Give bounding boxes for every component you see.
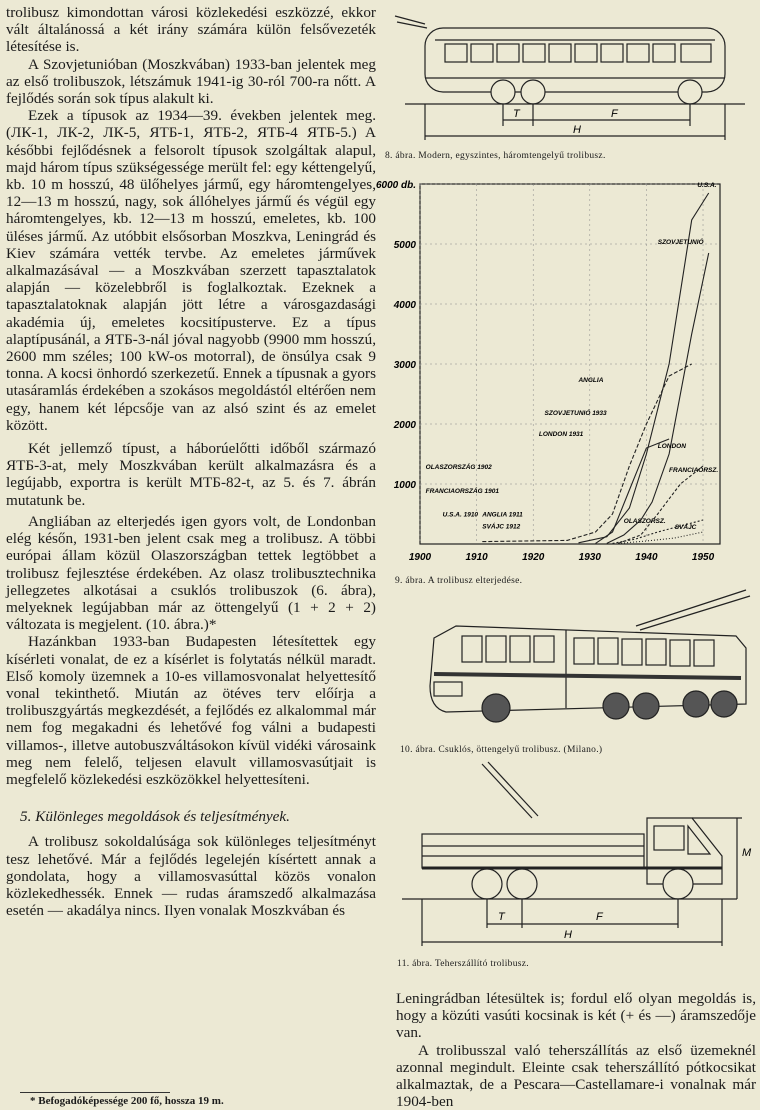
fig11-drawing (392, 760, 756, 956)
fig8-windows (445, 44, 711, 62)
fig10-wheel-2 (603, 693, 629, 719)
chart-x-tick-label: 1910 (465, 552, 488, 563)
fig10-pole-1 (636, 590, 746, 626)
right-paragraph-2: A trolibusszal való teherszállítás az első üzemeknél azonnal megindult. Eleinte csak teherszállító pótkocsikat alkalmaztak, de a Pescara—Castellamare-i vonalnak már 1904-ben (396, 1041, 756, 1110)
paragraph-6: Hazánkban 1933-ban Budapesten létesítettek egy kísérleti vonalat, de ez a kísérlet is folytatás nélkül maradt. Első komoly üzemnek a 10-es villamosvonalat helyettesítő vonal tekinthető. Miután az ötéves terv előírja a trolibuszgyártás megkezdését, a fejlődés ez alkalommal már nem fog megakadni és lehetővé fog válni a budapesti villamos-, illetve autobuszváltásokon kívül vidéki városaink meg nem felelő, teljesen elavult villamosvasútjait is megfelelő közlekedési eszközökkel helyettesíteni. (6, 633, 376, 788)
fig8-label-t: T (513, 108, 520, 120)
chart-y-tick-label: 6000 db. (375, 180, 416, 191)
paragraph-4: Két jellemző típust, a háborúelőtti időből származó ЯТБ-3-at, mely Moszkvában került alkalmazásra és a legújabb, exportra is került МТБ-82-t, az 5. és 7. ábrán mutatunk be. (6, 440, 376, 509)
chart-annotation: OLASZORSZÁG 1902 (425, 464, 492, 471)
right-column (396, 990, 756, 1110)
chart-x-tick-label: 1920 (522, 552, 545, 563)
chart-annotation: ANGLIA 1911 (482, 511, 523, 519)
right-paragraph-1: Leningrádban létesültek is; fordul elő olyan megoldás is, hogy a közúti vasúti kocsinak is két (+ és —) áramszedője van. (396, 990, 756, 1042)
chart-series-line (618, 532, 703, 543)
fig11-wheel-1 (472, 869, 502, 899)
chart-annotation: LONDON (657, 443, 686, 450)
chart-annotation: U.S.A. (697, 182, 717, 189)
fig9-chart (375, 172, 756, 582)
footnote-rule (20, 1092, 170, 1093)
chart-series-line (607, 253, 709, 543)
chart-annotation: LONDON 1931 (538, 431, 584, 438)
paragraph-5: Angliában az elterjedés igen gyors volt, de Londonban elég későn, 1931-ben jelent csak meg a trolibusz. A többi európai állam közül Olaszországban tettek legtöbbet a trolibusz fejlesztése érdekében. Az olasz trolibusztechnika jellegzetes alkotásai a csuklós trolibuszok (6. ábra), melyeknek legújabban már az öttengelyű (1 + 2 + 2) változata is megjelent. (10. ábra.)* (6, 512, 376, 634)
chart-annotation: OLASZORSZ. (623, 518, 666, 525)
fig8-label-h: H (573, 124, 581, 136)
fig11-label-f: F (596, 911, 603, 923)
fig11-pole-1 (482, 764, 532, 818)
footnote: * Befogadóképessége 200 fő, hossza 19 m. (30, 1095, 224, 1107)
chart-x-tick-label: 1900 (408, 552, 432, 563)
fig8-label-f: F (611, 108, 618, 120)
paragraph-1: trolibusz kimondottan városi közlekedési eszközzé, ekkor vált általánossá a két irány számára külön felsővezeték létesítése is. (6, 4, 376, 56)
chart-y-tick-label: 3000 (393, 360, 416, 371)
section-paragraph: A trolibusz sokoldalúsága sok különleges teljesítményt tesz lehetővé. Már a fejlődés legelején kísértett annak a gondolata, hogy a villamosvasúttal közös vonalon közlekedhessék. Ennek — rudas áramszedő alkalmazása esetén — akadálya nincs. Ilyen vonalak Moszkvában és (6, 833, 376, 920)
chart-annotation: SZOVJETUNIÓ (657, 239, 704, 246)
chart-y-tick-label: 5000 (393, 240, 416, 251)
chart-annotation: SVÁJC 1912 (482, 523, 521, 531)
fig10-caption: 10. ábra. Csuklós, öttengelyű trolibusz. (Milano.) (400, 745, 603, 755)
chart-annotation: FRANCIAORSZ. (669, 467, 719, 474)
fig8-drawing (385, 8, 757, 148)
section-title: 5. Különleges megoldások és teljesítmények. (20, 808, 290, 826)
left-column (6, 4, 376, 919)
fig10-wheel-3 (633, 693, 659, 719)
fig8-wheel-2 (521, 80, 545, 104)
fig11-label-h: H (564, 929, 572, 941)
fig9-caption: 9. ábra. A trolibusz elterjedése. (395, 576, 523, 586)
fig11-caption: 11. ábra. Teherszállító trolibusz. (397, 959, 529, 969)
fig8-wheel-3 (678, 80, 702, 104)
chart-annotation: SZOVJETUNIÓ 1933 (544, 410, 607, 417)
chart-annotation: ANGLIA (578, 377, 604, 384)
chart-x-tick-label: 1940 (635, 552, 658, 563)
fig10-wheel-4 (683, 691, 709, 717)
fig11-pole-2 (488, 762, 538, 816)
paragraph-2: A Szovjetunióban (Moszkvában) 1933-ban jelentek meg az első trolibuszok, létszámuk 1941-ig 30-ról 700-ra nőtt. A fejlődés során sok típus alakult ki. (6, 55, 376, 108)
fig11-label-t: T (498, 911, 505, 923)
chart-annotation: FRANCIAORSZÁG 1901 (425, 488, 499, 495)
chart-x-tick-label: 1930 (578, 552, 601, 563)
chart-x-tick-label: 1950 (691, 552, 715, 563)
chart-y-tick-label: 1000 (393, 480, 416, 491)
fig11-wheel-3 (663, 869, 693, 899)
fig10-wheel-1 (482, 694, 510, 722)
fig10-drawing (416, 586, 756, 734)
fig11-wheel-2 (507, 869, 537, 899)
fig10-pole-2 (640, 596, 750, 630)
chart-annotation: U.S.A. 1910 (442, 511, 479, 519)
fig8-wheel-1 (491, 80, 515, 104)
chart-annotation: SVÁJC (674, 524, 697, 531)
chart-y-tick-label: 2000 (393, 420, 416, 431)
fig11-cargo-bed (422, 834, 644, 868)
fig10-wheel-5 (711, 691, 737, 717)
paragraph-3: Ezek a típusok az 1934—39. években jelentek meg. (ЛК-1, ЛК-2, ЛК-5, ЯТБ-1, ЯТБ-2, ЯТБ-4 ЯТБ-5.) A későbbi fejlődésnek a felsorolt típusok szolgáltak alapul, majd három típus szükségessége merült fel: egy kéttengelyű, kb. 10 m hosszú, 48 ülőhelyes jármű, egy háromtengelyes, 12—13 m hosszú, nagy, sok állóhelyes jármű és végül egy háromtengelyes, kb. 12—13 m hosszú, emeletes, kb. 100 üléses jármű. Az utóbbit elsősorban Moszkva, Leningrád és Kiev számára vették tervbe. Az emeletes járművek alkalmazásával — a Moszkvában szerzett tapasztalatok alapján — közelebbről is foglalkoztak. Ezeknek a tapasztalatoknak alapján jött létre a városgazdasági akadémia új, emeletes kocsitípusterve. Ez a típus alaptípusánál, a ЯТБ-3-nál jóval nagyobb (9900 mm hosszú, 2600 mm széles; 100 kW-os motorral), de önsúlya csak 9 tonna. A kocsi önhordó szerkezetű. Ennek a típusnak a gyors utasáramlás érdekében a szokásos megoldástól eltérően nem egy, hanem két lépcsője van az alsó szint és az emelet között. (6, 107, 376, 434)
fig11-label-m: M (742, 847, 752, 859)
fig8-caption: 8. ábra. Modern, egyszintes, háromtengelyű trolibusz. (385, 151, 606, 161)
chart-y-tick-label: 4000 (393, 300, 416, 311)
